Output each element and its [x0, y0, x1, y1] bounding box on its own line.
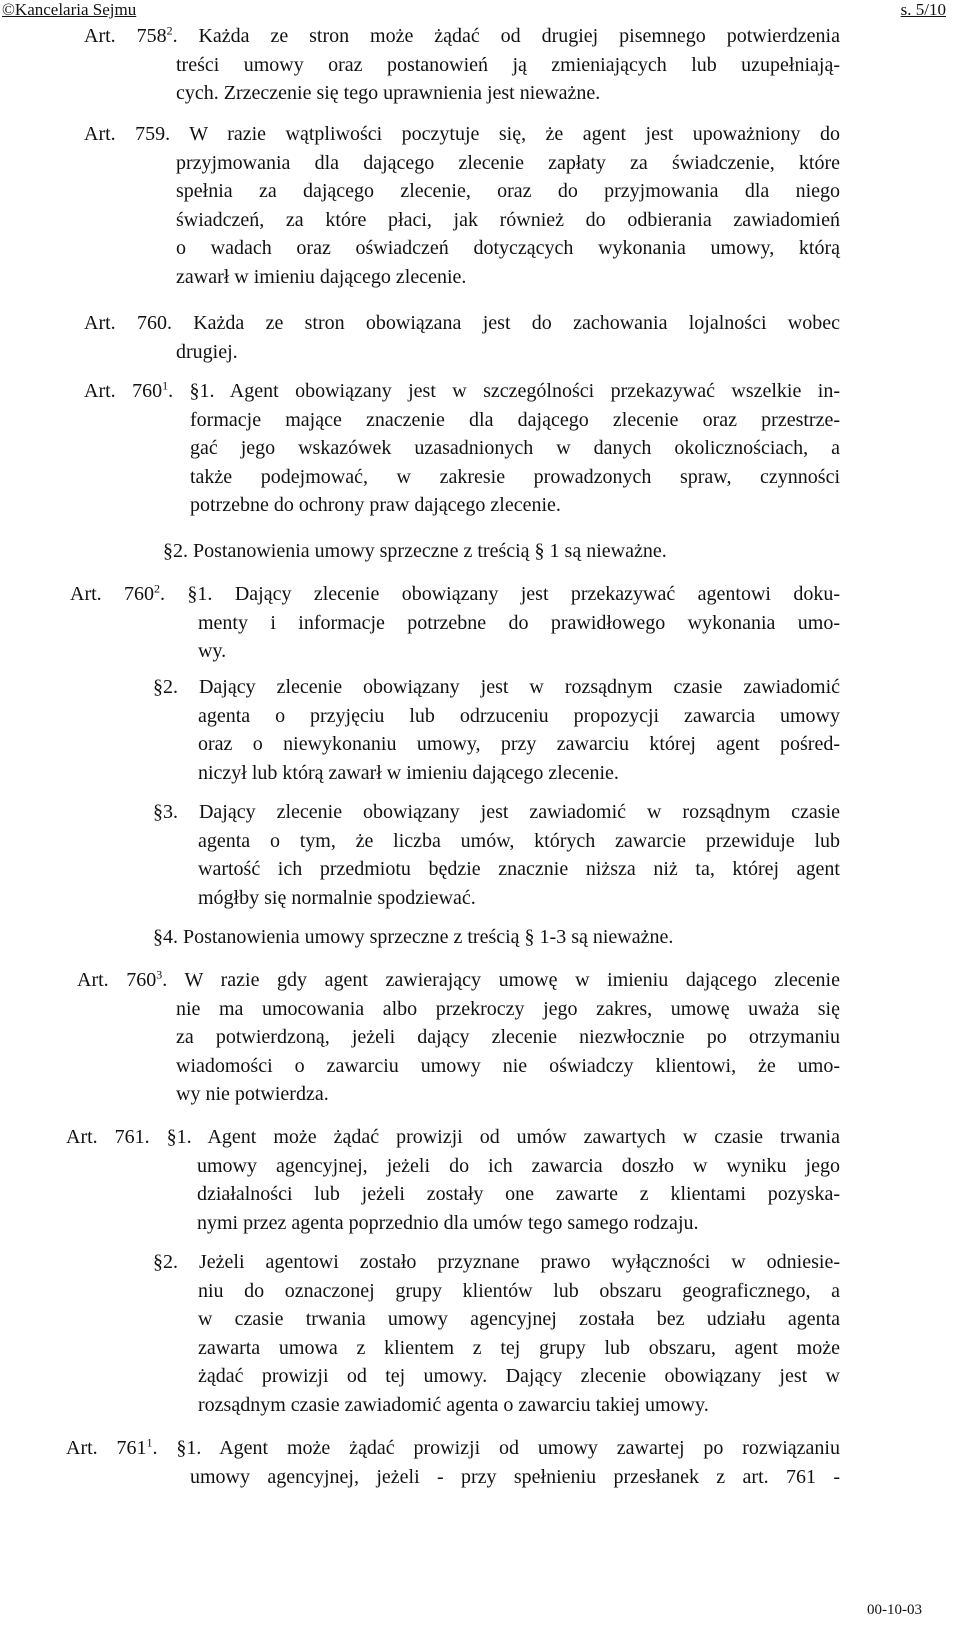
- article-label: Art. 761: [66, 1437, 147, 1459]
- article-line: Art. 761. §1. Agent może żądać prowizji od umów zawartych w czasie trwania: [66, 1126, 840, 1148]
- article-line: Art. $758^2$. Każda ze stron może żądać od drugiej pisemnego potwierdzenia: [84, 23, 840, 47]
- article-759: [84, 120, 840, 291]
- article-line: zawarł w imieniu dającego zlecenie.: [176, 265, 467, 288]
- article-label: Art. 760: [77, 969, 157, 991]
- article-760-3: [77, 966, 840, 1109]
- article-label: Art. 760: [70, 583, 155, 605]
- article-line: treści umowy oraz postanowień ją zmieniających lub uzupełniają-: [176, 53, 840, 76]
- article-line: potrzebne do ochrony praw dającego zlecenie.: [190, 494, 561, 516]
- article-line: o wadach oraz oświadczeń dotyczących wykonania umowy, którą: [176, 237, 840, 259]
- article-line: działalności lub jeżeli zostały one zawarte z klientami pozyska-: [197, 1183, 840, 1205]
- article-sup: 2: [166, 23, 173, 38]
- article-line: niczył lub którą zawarł w imieniu dającego zlecenie.: [198, 761, 619, 784]
- article-line: mógłby się normalnie spodziewać.: [198, 886, 476, 909]
- article-line: §2. Postanowienia umowy sprzeczne z treścią § 1 są nieważne.: [163, 540, 667, 562]
- article-760: [84, 309, 840, 366]
- article-760-1-p2: [163, 537, 843, 566]
- article-758-2: [84, 22, 840, 108]
- article-line: drugiej.: [176, 340, 238, 363]
- article-line: §2. Dający zlecenie obowiązany jest w rozsądnym czasie zawiadomić: [153, 676, 840, 698]
- article-sup: 1: [146, 1435, 153, 1450]
- article-line: oraz o niewykonaniu umowy, przy zawarciu której agent pośred-: [198, 733, 840, 755]
- article-label: Art. 758: [84, 25, 167, 47]
- article-line: żądać prowizji od tej umowy. Dający zlecenie obowiązany jest w: [198, 1365, 840, 1387]
- article-line: wiadomości o zawarciu umowy nie oświadczy klientowi, że umo-: [176, 1054, 840, 1077]
- article-line: Art. $761^1$. §1. Agent może żądać prowizji od umowy zawartej po rozwiązaniu: [66, 1435, 840, 1459]
- article-line: menty i informacje potrzebne do prawidłowego wykonania umo-: [198, 611, 840, 634]
- article-761-p2: [153, 1248, 840, 1419]
- article-line: w czasie trwania umowy agencyjnej została bez udziału agenta: [198, 1308, 840, 1330]
- article-line: wy.: [198, 640, 227, 662]
- article-line: Art. 760. Każda ze stron obowiązana jest do zachowania lojalności wobec: [84, 312, 840, 334]
- article-sup: 2: [154, 581, 161, 596]
- article-line: agenta o przyjęciu lub odrzuceniu propozycji zawarcia umowy: [198, 704, 840, 727]
- article-line: Art. 759. W razie wątpliwości poczytuje się, że agent jest upoważniony do: [84, 123, 840, 145]
- article-line: Art. $760^2$. §1. Dający zlecenie obowiązany jest przekazywać agentowi doku-: [70, 581, 840, 605]
- footer-code: 00-10-03: [867, 1602, 922, 1618]
- article-line: §3. Dający zlecenie obowiązany jest zawiadomić w rozsądnym czasie: [153, 801, 840, 823]
- article-line: §2. Jeżeli agentowi zostało przyznane prawo wyłączności w odniesie-: [153, 1251, 840, 1273]
- article-760-2-p3: [153, 798, 840, 912]
- article-line: nie ma umocowania albo przekroczy jego zakres, umowę uważa się: [176, 997, 840, 1020]
- article-760-2: [70, 580, 840, 666]
- article-760-2-p4: [153, 923, 840, 952]
- article-line: nymi przez agenta poprzednio dla umów tego samego rodzaju.: [197, 1211, 699, 1234]
- article-line: świadczeń, za które płaci, jak również do odbierania zawiadomień: [176, 208, 840, 231]
- article-line: Art. $760^1$. §1. Agent obowiązany jest w szczególności przekazywać wszelkie in-: [84, 378, 840, 402]
- article-sup: 1: [162, 378, 169, 393]
- article-line: za potwierdzoną, jeżeli dający zlecenie niezwłocznie po otrzymaniu: [176, 1026, 840, 1048]
- article-line: zawarta umowa z klientem z tej grupy lub obszaru, agent może: [198, 1336, 840, 1359]
- article-line: gać jego wskazówek uzasadnionych w danych okolicznościach, a: [190, 437, 840, 459]
- article-line: formacje mające znaczenie dla dającego zlecenie oraz przestrze-: [190, 408, 840, 431]
- article-line: cych. Zrzeczenie się tego uprawnienia jest nieważne.: [176, 82, 601, 104]
- article-760-2-p2: [153, 673, 840, 787]
- article-line: także podejmować, w zakresie prowadzonych spraw, czynności: [190, 465, 840, 488]
- article-line: §4. Postanowienia umowy sprzeczne z treścią § 1-3 są nieważne.: [153, 926, 674, 948]
- article-line: spełnia za dającego zlecenie, oraz do przyjmowania dla niego: [176, 180, 840, 202]
- article-761: [66, 1123, 840, 1237]
- article-761-1: [66, 1434, 840, 1491]
- article-760-1: [84, 377, 840, 520]
- article-line: umowy agencyjnej, jeżeli - przy spełnieniu przesłanek z art. 761 -: [190, 1465, 840, 1488]
- article-line: przyjmowania dla dającego zlecenie zapłaty za świadczenie, które: [176, 151, 840, 174]
- header-left: ©Kancelaria Sejmu: [2, 0, 137, 19]
- article-line: agenta o tym, że liczba umów, których zawarcie przewiduje lub: [198, 829, 840, 852]
- article-line: rozsądnym czasie zawiadomić agenta o zawarciu takiej umowy.: [198, 1393, 709, 1416]
- article-label: Art. 760: [84, 380, 163, 402]
- article-line: umowy agencyjnej, jeżeli do ich zawarcia doszło w wyniku jego: [197, 1154, 840, 1177]
- article-sup: 3: [156, 967, 163, 982]
- article-line: wartość ich przedmiotu będzie znacznie niższa niż ta, której agent: [198, 858, 840, 880]
- header-page-number: s. 5/10: [900, 0, 946, 19]
- article-line: wy nie potwierdza.: [176, 1083, 329, 1105]
- article-line: Art. $760^3$. W razie gdy agent zawierający umowę w imieniu dającego zlecenie: [77, 967, 840, 991]
- article-line: niu do oznaczonej grupy klientów lub obszaru geograficznego, a: [198, 1279, 840, 1302]
